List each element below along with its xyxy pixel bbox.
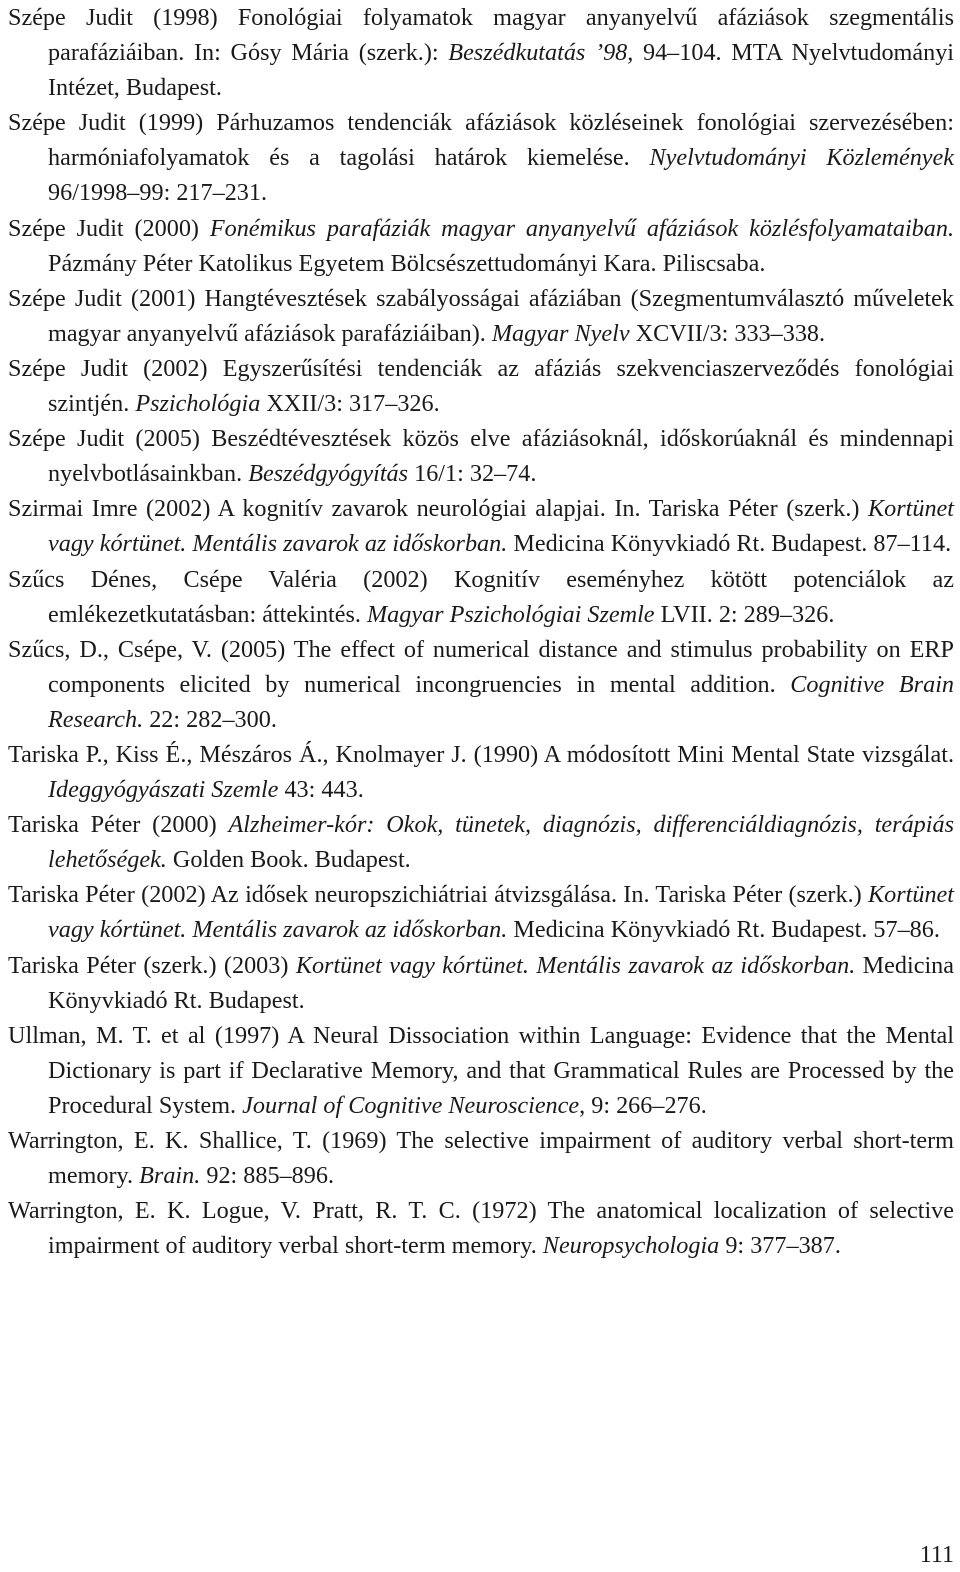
reference-entry (8, 877, 954, 947)
reference-text: Golden Book. Budapest. (166, 846, 411, 874)
reference-source-title: Magyar Nyelv (491, 319, 630, 347)
reference-text: Szirmai Imre (2002) A kognitív zavarok neurológiai alapjai. In. Tariska Péter (szerk.) (8, 495, 868, 523)
reference-source-title: Fonémikus parafáziák magyar anyanyelvű afáziások közlésfolyamataiban. (209, 214, 955, 242)
reference-entry (8, 421, 954, 491)
reference-entry (8, 632, 954, 737)
reference-entry (8, 948, 954, 1018)
reference-text: Warrington, E. K. Shallice, T. (1969) The selective impairment of auditory verbal short-term memory. (8, 1127, 954, 1190)
reference-text: Szépe Judit (2002) Egyszerűsítési tendenciák az afáziás szekvenciaszerveződés fonológiai szintjén. (8, 354, 954, 418)
reference-text: Szépe Judit (1998) Fonológiai folyamatok magyar anyanyelvű afáziások szegmentális parafáziáiban. In: Gósy Mária (szerk.): (8, 4, 954, 67)
reference-text: 22: 282–300. (143, 705, 277, 733)
reference-text: Warrington, E. K. Logue, V. Pratt, R. T. C. (1972) The anatomical localization of selective impairment of auditory verbal short-term memory. (8, 1197, 954, 1260)
reference-text: Medicina Könyvkiadó Rt. Budapest. 57–86. (507, 916, 940, 944)
page-number: 111 (919, 1542, 954, 1568)
reference-text: 94–104. MTA Nyelvtudományi Intézet, Budapest. (48, 39, 955, 102)
reference-source-title: Magyar Pszichológiai Szemle (367, 600, 655, 628)
reference-text: Tariska Péter (2002) Az idősek neuropszichiátriai átvizsgálása. In. Tariska Péter (szerk.) (8, 881, 868, 909)
reference-text: LVII. 2: 289–326. (654, 600, 835, 628)
reference-source-title: Alzheimer-kór: Okok, tünetek, diagnózis, differenciáldiagnózis, terápiás lehetőségek. (48, 811, 954, 874)
reference-text: Szűcs Dénes, Csépe Valéria (2002) Kognitív eseményhez kötött potenciálok az emlékezetkutatásban: áttekintés. (8, 565, 954, 628)
reference-text: Tariska Péter (2000) (8, 811, 229, 839)
reference-entry (8, 105, 954, 210)
reference-text: Szépe Judit (2000) (8, 214, 210, 242)
reference-text: Szépe Judit (2005) Beszédtévesztések közös elve afáziásoknál, időskorúaknál és mindennapi nyelvbotlásainkban. (8, 425, 954, 488)
reference-source-title: Ideggyógyászati Szemle (48, 776, 279, 804)
reference-entry (8, 737, 954, 807)
reference-source-title: Nyelvtudományi Közlemények (649, 144, 954, 172)
reference-text: 16/1: 32–74. (408, 460, 537, 488)
reference-entry (8, 1193, 954, 1263)
reference-source-title: Brain. (139, 1162, 201, 1190)
reference-entry (8, 351, 954, 421)
reference-entry (8, 281, 954, 351)
reference-entry (8, 807, 954, 877)
reference-text: Medicina Könyvkiadó Rt. Budapest. 87–114. (507, 530, 952, 558)
reference-source-title: Cognitive Brain Research. (48, 670, 955, 733)
reference-list (8, 0, 954, 1263)
reference-text: Ullman, M. T. et al (1997) A Neural Dissociation within Language: Evidence that the Mental Dictionary is part if Declarative Memory, and that Grammatical Rules are Processed by the Procedural System. (8, 1021, 954, 1119)
reference-source-title: Beszédkutatás ’98, (448, 39, 634, 67)
reference-source-title: Kortünet vagy kórtünet. Mentális zavarok az időskorban. (48, 881, 954, 944)
reference-text: 9: 377–387. (719, 1232, 841, 1260)
reference-text: XCVII/3: 333–338. (629, 319, 826, 347)
reference-text: 96/1998–99: 217–231. (48, 179, 268, 207)
reference-text: 92: 885–896. (200, 1162, 335, 1190)
reference-source-title: Beszédgyógyítás (248, 460, 409, 488)
reference-source-title: Journal of Cognitive Neuroscience (242, 1091, 580, 1119)
reference-source-title: Kortünet vagy kórtünet. Mentális zavarok az időskorban. (48, 495, 954, 558)
reference-entry (8, 491, 954, 561)
reference-entry (8, 1123, 954, 1193)
reference-text: Szűcs, D., Csépe, V. (2005) The effect of numerical distance and stimulus probability on ERP components elicited by numerical incongruencies in mental addition. (8, 635, 954, 698)
reference-text: Szépe Judit (1999) Párhuzamos tendenciák afáziások közléseinek fonológiai szervezésében: harmóniafolyamatok és a tagolási határok kiemelése. (8, 109, 954, 172)
reference-entry (8, 562, 954, 632)
reference-text: Medicina Könyvkiadó Rt. Budapest. (48, 951, 954, 1014)
reference-text: , 9: 266–276. (579, 1091, 707, 1119)
reference-source-title: Pszichológia (135, 390, 261, 418)
reference-text: Pázmány Péter Katolikus Egyetem Bölcsészettudományi Kara. Piliscsaba. (48, 249, 766, 277)
reference-text: XXII/3: 317–326. (260, 390, 440, 418)
reference-text: 43: 443. (278, 776, 364, 804)
reference-entry (8, 0, 954, 105)
reference-source-title: Neuropsychologia (542, 1232, 720, 1260)
reference-text: Szépe Judit (2001) Hangtévesztések szabályosságai afáziában (Szegmentumválasztó műveletek magyar anyanyelvű afáziások parafáziáiban). (8, 284, 954, 347)
reference-text: Tariska Péter (szerk.) (2003) (8, 951, 296, 979)
reference-entry (8, 1018, 954, 1123)
reference-text: Tariska P., Kiss É., Mészáros Á., Knolmayer J. (1990) A módosított Mini Mental State vizsgálat. (8, 740, 954, 768)
reference-entry (8, 211, 954, 281)
reference-source-title: Kortünet vagy kórtünet. Mentális zavarok az időskorban. (295, 951, 856, 979)
